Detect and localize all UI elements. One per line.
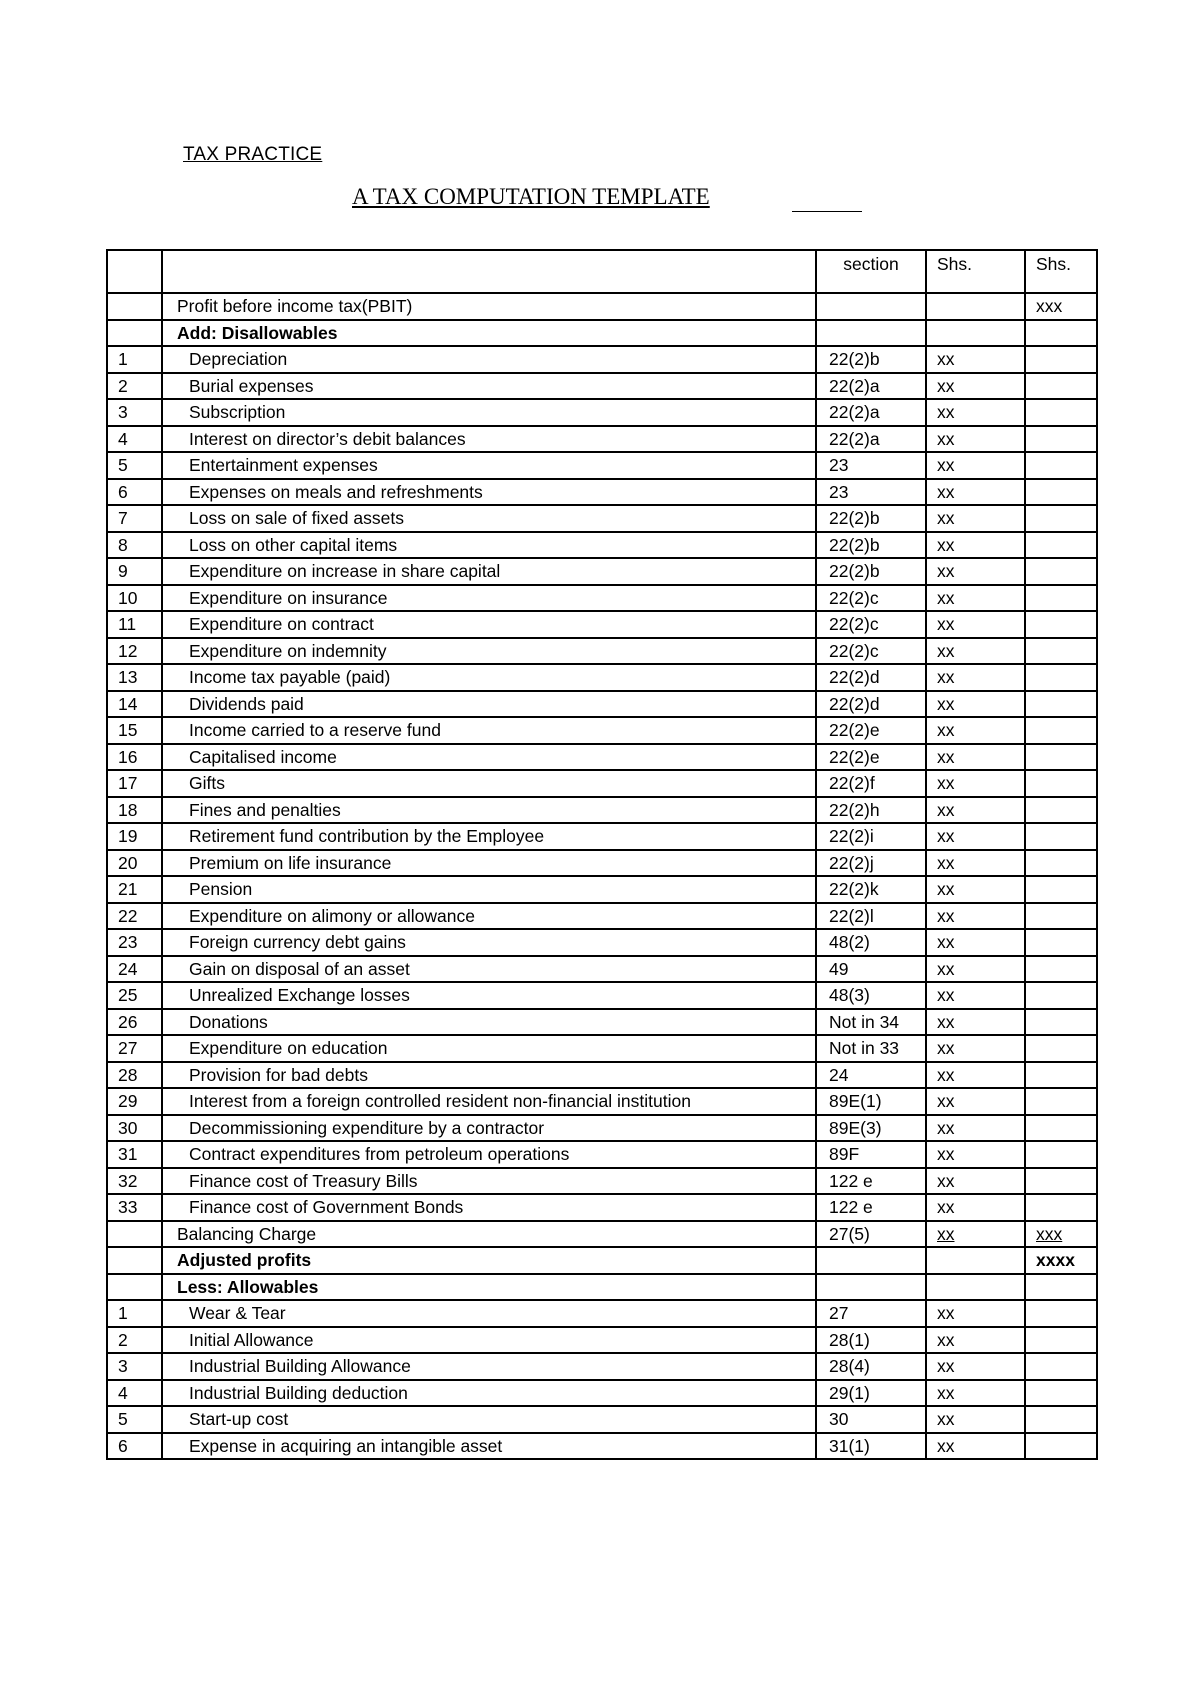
row-amount: xx [926, 426, 1025, 453]
allowable-row [107, 1406, 1097, 1433]
row-number: 23 [107, 929, 162, 956]
row-number: 3 [107, 1353, 162, 1380]
row-amount: xx [926, 558, 1025, 585]
row-total [1025, 320, 1097, 347]
row-number: 30 [107, 1115, 162, 1142]
row-section: 22(2)c [816, 611, 926, 638]
row-section: 30 [816, 1406, 926, 1433]
row-number: 17 [107, 770, 162, 797]
disallowable-row [107, 956, 1097, 983]
row-amount: xx [926, 373, 1025, 400]
row-section: 22(2)b [816, 558, 926, 585]
row-total [1025, 956, 1097, 983]
disallowable-row [107, 1062, 1097, 1089]
row-item: Start-up cost [162, 1406, 816, 1433]
row-amount [926, 320, 1025, 347]
row-number: 7 [107, 505, 162, 532]
row-amount: xx [926, 1088, 1025, 1115]
row-total [1025, 903, 1097, 930]
disallowable-row [107, 823, 1097, 850]
row-item: Income tax payable (paid) [162, 664, 816, 691]
row-item: Pension [162, 876, 816, 903]
disallowable-row [107, 532, 1097, 559]
row-number: 22 [107, 903, 162, 930]
row-item: Gain on disposal of an asset [162, 956, 816, 983]
balancing-charge-label: Balancing Charge [162, 1221, 816, 1248]
row-total [1025, 1353, 1097, 1380]
row-item: Finance cost of Government Bonds [162, 1194, 816, 1221]
row-section: Not in 33 [816, 1035, 926, 1062]
row-number: 1 [107, 346, 162, 373]
row-item: Industrial Building deduction [162, 1380, 816, 1407]
row-item: Foreign currency debt gains [162, 929, 816, 956]
row-number: 31 [107, 1141, 162, 1168]
row-section: 22(2)f [816, 770, 926, 797]
row-amount: xx [926, 1168, 1025, 1195]
row-section: 27 [816, 1300, 926, 1327]
row-item: Industrial Building Allowance [162, 1353, 816, 1380]
row-section: 22(2)a [816, 426, 926, 453]
row-section: 22(2)e [816, 744, 926, 771]
row-total [1025, 479, 1097, 506]
header-number-cell [107, 250, 162, 293]
row-total [1025, 1433, 1097, 1460]
disallowable-row [107, 850, 1097, 877]
row-total [1025, 399, 1097, 426]
row-total [1025, 664, 1097, 691]
row-number: 32 [107, 1168, 162, 1195]
row-section: Not in 34 [816, 1009, 926, 1036]
row-amount: xx [926, 876, 1025, 903]
row-item: Expense in acquiring an intangible asset [162, 1433, 816, 1460]
header-section: section [816, 250, 926, 293]
row-section: 28(4) [816, 1353, 926, 1380]
row-item: Retirement fund contribution by the Employee [162, 823, 816, 850]
row-total [1025, 982, 1097, 1009]
row-section: 48(2) [816, 929, 926, 956]
row-amount: xx [926, 1062, 1025, 1089]
row-amount: xx [926, 399, 1025, 426]
row-total [1025, 823, 1097, 850]
row-item: Income carried to a reserve fund [162, 717, 816, 744]
row-amount: xx [926, 1353, 1025, 1380]
row-section [816, 320, 926, 347]
row-number: 10 [107, 585, 162, 612]
row-number: 13 [107, 664, 162, 691]
row-section: 24 [816, 1062, 926, 1089]
row-item: Decommissioning expenditure by a contractor [162, 1115, 816, 1142]
row-number: 5 [107, 452, 162, 479]
disallowable-row [107, 1194, 1097, 1221]
disallowable-row [107, 558, 1097, 585]
disallowable-row [107, 399, 1097, 426]
row-item: Dividends paid [162, 691, 816, 718]
row-number: 28 [107, 1062, 162, 1089]
row-total [1025, 1009, 1097, 1036]
balancing-charge-amount: xx [926, 1221, 1025, 1248]
adjusted-profits-label: Adjusted profits [162, 1247, 816, 1274]
disallowable-row [107, 691, 1097, 718]
add-heading-row [107, 320, 1097, 347]
row-number: 4 [107, 426, 162, 453]
disallowable-row [107, 1035, 1097, 1062]
row-item: Depreciation [162, 346, 816, 373]
row-number: 2 [107, 1327, 162, 1354]
disallowable-row [107, 929, 1097, 956]
row-number: 8 [107, 532, 162, 559]
disallowable-row [107, 664, 1097, 691]
row-section: 122 e [816, 1168, 926, 1195]
course-heading: TAX PRACTICE [183, 144, 323, 165]
allowable-row [107, 1353, 1097, 1380]
row-item: Provision for bad debts [162, 1062, 816, 1089]
row-total [1025, 1141, 1097, 1168]
row-section: 23 [816, 479, 926, 506]
row-number: 19 [107, 823, 162, 850]
row-number: 26 [107, 1009, 162, 1036]
disallowable-row [107, 611, 1097, 638]
row-total [1025, 346, 1097, 373]
row-total [1025, 744, 1097, 771]
disallowable-row [107, 479, 1097, 506]
row-total [1025, 1194, 1097, 1221]
row-section: 28(1) [816, 1327, 926, 1354]
row-total [1025, 1274, 1097, 1301]
row-number: 14 [107, 691, 162, 718]
row-item: Expenditure on contract [162, 611, 816, 638]
row-amount: xx [926, 1115, 1025, 1142]
row-amount: xx [926, 691, 1025, 718]
disallowable-row [107, 744, 1097, 771]
row-item: Gifts [162, 770, 816, 797]
row-total [1025, 585, 1097, 612]
row-section: 22(2)l [816, 903, 926, 930]
row-item: Premium on life insurance [162, 850, 816, 877]
row-section: 22(2)k [816, 876, 926, 903]
row-item: Loss on other capital items [162, 532, 816, 559]
allowable-row [107, 1433, 1097, 1460]
row-amount: xx [926, 1141, 1025, 1168]
row-item: Interest from a foreign controlled resident non-financial institution [162, 1088, 816, 1115]
adjusted-profits-total: xxxx [1025, 1247, 1097, 1274]
row-total [1025, 373, 1097, 400]
row-amount: xx [926, 850, 1025, 877]
row-total [1025, 1035, 1097, 1062]
row-amount: xx [926, 1433, 1025, 1460]
pbit-row [107, 293, 1097, 320]
row-total [1025, 638, 1097, 665]
row-amount: xx [926, 823, 1025, 850]
disallowable-row [107, 585, 1097, 612]
row-amount: xx [926, 346, 1025, 373]
row-item: Donations [162, 1009, 816, 1036]
row-number [107, 1221, 162, 1248]
row-section: 89E(3) [816, 1115, 926, 1142]
tax-computation-table [106, 249, 1098, 1460]
row-amount: xx [926, 982, 1025, 1009]
row-section: 22(2)j [816, 850, 926, 877]
disallowable-row [107, 346, 1097, 373]
row-section: 31(1) [816, 1433, 926, 1460]
disallowable-row [107, 797, 1097, 824]
row-item: Expenditure on increase in share capital [162, 558, 816, 585]
row-total [1025, 797, 1097, 824]
row-total [1025, 1300, 1097, 1327]
row-number: 4 [107, 1380, 162, 1407]
pbit-total: xxx [1025, 293, 1097, 320]
pbit-label: Profit before income tax(PBIT) [162, 293, 816, 320]
disallowable-row [107, 1088, 1097, 1115]
row-number: 2 [107, 373, 162, 400]
row-amount [926, 293, 1025, 320]
row-item: Fines and penalties [162, 797, 816, 824]
row-number: 5 [107, 1406, 162, 1433]
row-total [1025, 611, 1097, 638]
disallowable-row [107, 903, 1097, 930]
row-section: 89F [816, 1141, 926, 1168]
row-amount: xx [926, 1009, 1025, 1036]
balancing-charge-row [107, 1221, 1097, 1248]
row-section: 29(1) [816, 1380, 926, 1407]
row-total [1025, 532, 1097, 559]
row-section: 22(2)h [816, 797, 926, 824]
row-item: Finance cost of Treasury Bills [162, 1168, 816, 1195]
row-number: 25 [107, 982, 162, 1009]
row-section: 49 [816, 956, 926, 983]
disallowable-row [107, 770, 1097, 797]
row-amount [926, 1274, 1025, 1301]
row-item: Initial Allowance [162, 1327, 816, 1354]
row-section: 22(2)d [816, 664, 926, 691]
row-total [1025, 717, 1097, 744]
row-amount: xx [926, 956, 1025, 983]
row-number: 18 [107, 797, 162, 824]
less-heading-row [107, 1274, 1097, 1301]
row-item: Expenditure on insurance [162, 585, 816, 612]
allowable-row [107, 1380, 1097, 1407]
row-number: 6 [107, 1433, 162, 1460]
row-section: 48(3) [816, 982, 926, 1009]
row-item: Interest on director’s debit balances [162, 426, 816, 453]
row-amount: xx [926, 770, 1025, 797]
row-section [816, 1274, 926, 1301]
disallowable-row [107, 505, 1097, 532]
row-number: 1 [107, 1300, 162, 1327]
header-shs-total: Shs. [1025, 250, 1097, 293]
row-amount: xx [926, 479, 1025, 506]
add-disallowables-heading: Add: Disallowables [162, 320, 816, 347]
row-item: Expenditure on education [162, 1035, 816, 1062]
row-item: Contract expenditures from petroleum operations [162, 1141, 816, 1168]
disallowable-row [107, 717, 1097, 744]
title-underline [792, 211, 862, 212]
row-section: 22(2)b [816, 532, 926, 559]
row-number: 16 [107, 744, 162, 771]
row-total [1025, 850, 1097, 877]
row-number: 6 [107, 479, 162, 506]
row-number [107, 320, 162, 347]
row-item: Unrealized Exchange losses [162, 982, 816, 1009]
row-total [1025, 1327, 1097, 1354]
row-item: Wear & Tear [162, 1300, 816, 1327]
disallowable-row [107, 426, 1097, 453]
disallowable-row [107, 1009, 1097, 1036]
row-number: 33 [107, 1194, 162, 1221]
row-section: 22(2)b [816, 346, 926, 373]
row-total [1025, 1062, 1097, 1089]
row-number: 29 [107, 1088, 162, 1115]
row-number [107, 293, 162, 320]
row-amount: xx [926, 903, 1025, 930]
allowable-row [107, 1327, 1097, 1354]
disallowable-row [107, 1168, 1097, 1195]
disallowable-row [107, 373, 1097, 400]
row-item: Subscription [162, 399, 816, 426]
row-total [1025, 426, 1097, 453]
row-amount: xx [926, 532, 1025, 559]
header-shs-amount: Shs. [926, 250, 1025, 293]
disallowable-row [107, 982, 1097, 1009]
row-total [1025, 1115, 1097, 1142]
row-amount: xx [926, 452, 1025, 479]
row-number [107, 1274, 162, 1301]
row-section: 22(2)a [816, 373, 926, 400]
row-section: 122 e [816, 1194, 926, 1221]
row-amount: xx [926, 1035, 1025, 1062]
row-section: 22(2)c [816, 638, 926, 665]
row-amount: xx [926, 717, 1025, 744]
row-number: 9 [107, 558, 162, 585]
row-number: 12 [107, 638, 162, 665]
row-section: 22(2)c [816, 585, 926, 612]
row-total [1025, 505, 1097, 532]
row-section: 22(2)b [816, 505, 926, 532]
row-total [1025, 770, 1097, 797]
row-total [1025, 1380, 1097, 1407]
row-amount: xx [926, 744, 1025, 771]
row-number: 3 [107, 399, 162, 426]
row-amount: xx [926, 797, 1025, 824]
row-number: 27 [107, 1035, 162, 1062]
row-amount: xx [926, 505, 1025, 532]
row-item: Expenditure on indemnity [162, 638, 816, 665]
row-total [1025, 876, 1097, 903]
row-section: 23 [816, 452, 926, 479]
balancing-charge-section: 27(5) [816, 1221, 926, 1248]
row-total [1025, 1088, 1097, 1115]
row-amount: xx [926, 664, 1025, 691]
row-total [1025, 1406, 1097, 1433]
row-number: 20 [107, 850, 162, 877]
row-amount: xx [926, 929, 1025, 956]
row-section: 22(2)d [816, 691, 926, 718]
page-title: A TAX COMPUTATION TEMPLATE [352, 184, 710, 209]
row-section: 22(2)e [816, 717, 926, 744]
row-amount: xx [926, 1194, 1025, 1221]
row-amount: xx [926, 1380, 1025, 1407]
row-item: Expenses on meals and refreshments [162, 479, 816, 506]
row-item: Burial expenses [162, 373, 816, 400]
row-number: 24 [107, 956, 162, 983]
row-amount: xx [926, 585, 1025, 612]
row-number: 21 [107, 876, 162, 903]
table-header-row [107, 250, 1097, 293]
row-amount: xx [926, 1327, 1025, 1354]
row-total [1025, 558, 1097, 585]
row-total [1025, 452, 1097, 479]
row-section: 89E(1) [816, 1088, 926, 1115]
disallowable-row [107, 1141, 1097, 1168]
row-amount [926, 1247, 1025, 1274]
disallowable-row [107, 452, 1097, 479]
disallowable-row [107, 876, 1097, 903]
row-number [107, 1247, 162, 1274]
header-item-cell [162, 250, 816, 293]
row-total [1025, 929, 1097, 956]
row-number: 11 [107, 611, 162, 638]
row-section [816, 1247, 926, 1274]
allowable-row [107, 1300, 1097, 1327]
less-allowables-heading: Less: Allowables [162, 1274, 816, 1301]
row-total [1025, 1168, 1097, 1195]
disallowable-row [107, 638, 1097, 665]
row-amount: xx [926, 1300, 1025, 1327]
row-total [1025, 691, 1097, 718]
row-item: Entertainment expenses [162, 452, 816, 479]
row-section: 22(2)i [816, 823, 926, 850]
row-section: 22(2)a [816, 399, 926, 426]
row-amount: xx [926, 638, 1025, 665]
row-number: 15 [107, 717, 162, 744]
row-item: Capitalised income [162, 744, 816, 771]
disallowable-row [107, 1115, 1097, 1142]
row-amount: xx [926, 1406, 1025, 1433]
row-section [816, 293, 926, 320]
adjusted-profits-row [107, 1247, 1097, 1274]
row-amount: xx [926, 611, 1025, 638]
row-item: Expenditure on alimony or allowance [162, 903, 816, 930]
balancing-charge-total: xxx [1025, 1221, 1097, 1248]
row-item: Loss on sale of fixed assets [162, 505, 816, 532]
